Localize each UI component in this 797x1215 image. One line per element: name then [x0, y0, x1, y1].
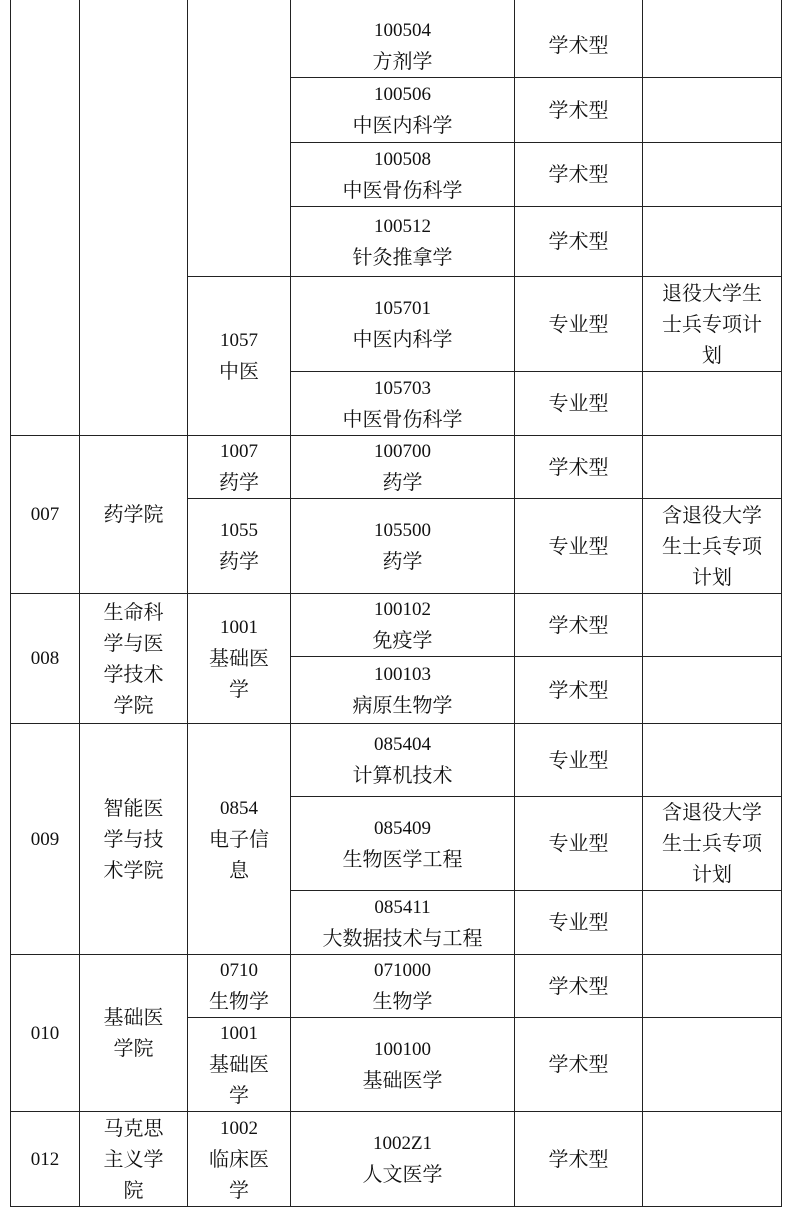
column-line [781, 0, 782, 1207]
major-cell: 100100 基础医学 [362, 1038, 443, 1092]
discipline-cell: 1002 临床医 学 [209, 1117, 269, 1202]
column-line [642, 0, 643, 1207]
major-cell: 085411 大数据技术与工程 [322, 896, 483, 950]
degree-type: 学术型 [548, 97, 609, 122]
college-name: 生命科 学与医 学技术 学院 [103, 599, 164, 717]
discipline-cell: 1007 药学 [219, 441, 259, 494]
discipline-cell: 0710 生物学 [209, 960, 269, 1013]
degree-type: 学术型 [548, 229, 609, 253]
degree-type: 专业型 [548, 391, 609, 415]
college-code: 007 [30, 504, 60, 525]
major-cell: 100103 病原生物学 [352, 664, 453, 717]
discipline-cell: 1057 中医 [219, 330, 259, 383]
major-cell: 1002Z1 人文医学 [362, 1133, 443, 1186]
major-cell: 100102 免疫学 [372, 599, 433, 652]
major-cell: 085404 计算机技术 [352, 734, 453, 787]
degree-type: 学术型 [548, 677, 609, 702]
note-cell: 含退役大学 生士兵专项 计划 [662, 800, 762, 886]
discipline-cell: 1001 基础医 学 [209, 617, 269, 701]
major-cell: 100512 针灸推拿学 [352, 215, 453, 269]
major-cell: 105500 药学 [374, 520, 431, 573]
college-code: 012 [30, 1148, 60, 1170]
degree-type: 学术型 [548, 1052, 609, 1076]
major-cell: 100506 中医内科学 [352, 84, 453, 137]
discipline-cell: 1001 基础医 学 [209, 1023, 269, 1107]
degree-type: 学术型 [548, 973, 609, 998]
college-name: 马克思 主义学 院 [103, 1115, 164, 1202]
college-name: 基础医 学院 [103, 1005, 164, 1060]
major-cell: 105703 中医骨伤科学 [342, 377, 463, 431]
major-cell: 105701 中医内科学 [352, 298, 453, 351]
major-cell: 071000 生物学 [372, 960, 433, 1013]
discipline-cell: 0854 电子信 息 [209, 797, 269, 882]
major-cell: 100508 中医骨伤科学 [342, 148, 463, 202]
college-code: 010 [30, 1022, 60, 1044]
note-cell: 退役大学生 士兵专项计 划 [662, 280, 762, 367]
college-name: 药学院 [103, 502, 164, 526]
degree-type: 学术型 [548, 33, 609, 57]
degree-type: 学术型 [548, 454, 609, 479]
discipline-cell: 1055 药学 [219, 520, 259, 573]
degree-type: 学术型 [548, 612, 609, 637]
degree-type: 学术型 [548, 162, 609, 186]
degree-type: 专业型 [548, 831, 609, 855]
note-cell: 含退役大学 生士兵专项 计划 [662, 502, 762, 589]
college-name: 智能医 学与技 术学院 [103, 795, 164, 882]
major-cell: 085409 生物医学工程 [342, 817, 463, 871]
degree-type: 专业型 [548, 311, 609, 336]
degree-type: 专业型 [548, 910, 609, 934]
degree-type: 专业型 [548, 747, 609, 772]
major-cell: 100504 方剂学 [372, 19, 433, 73]
college-code: 008 [30, 648, 60, 669]
degree-type: 专业型 [548, 533, 609, 558]
college-code: 009 [30, 828, 60, 850]
major-cell: 100700 药学 [374, 441, 431, 494]
row-line [10, 1206, 781, 1207]
degree-type: 学术型 [548, 1146, 609, 1171]
